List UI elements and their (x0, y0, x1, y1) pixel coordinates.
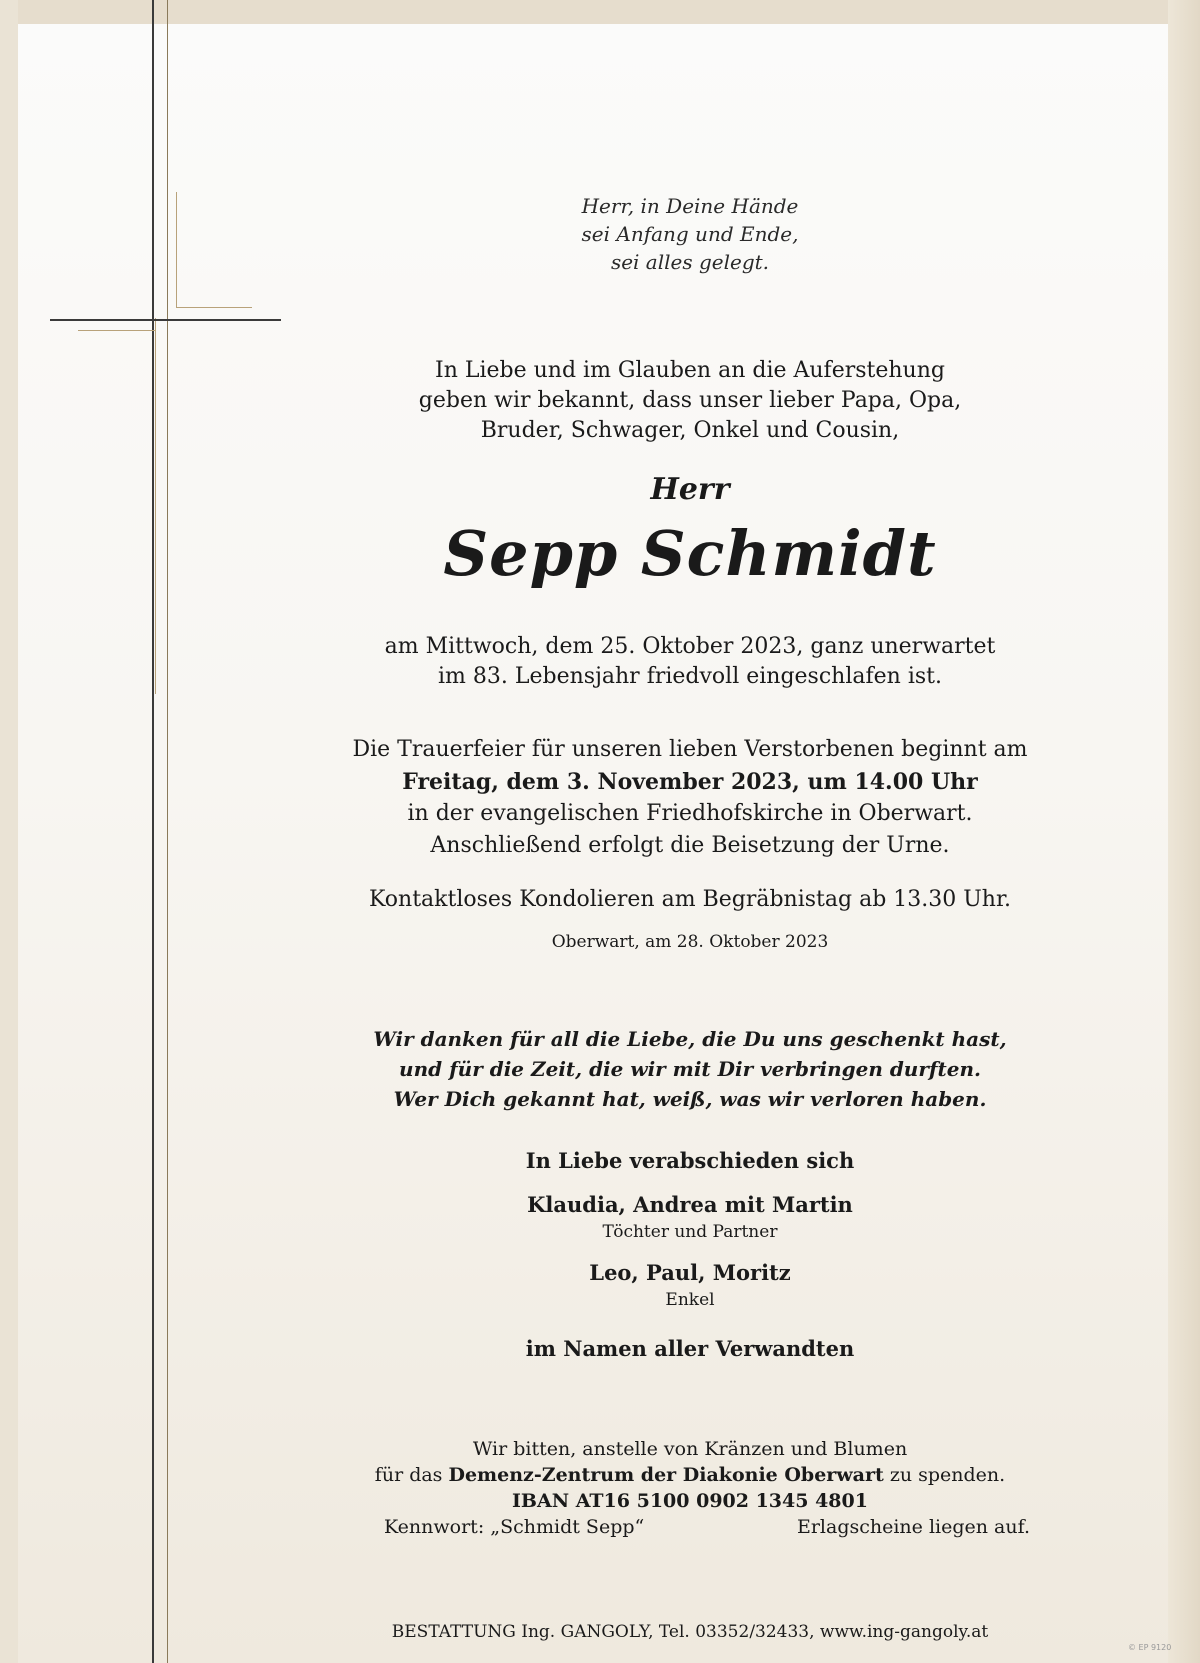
motto (330, 192, 1050, 276)
family-names: Klaudia, Andrea mit Martin (527, 1192, 853, 1217)
thanks-line: Wer Dich gekannt hat, weiß, was wir verloren haben. (393, 1087, 987, 1111)
ceremony-info (330, 734, 1050, 862)
kennwort: Kennwort: „Schmidt Sepp“ (384, 1516, 645, 1538)
announcement-intro (330, 356, 1050, 446)
footer: BESTATTUNG Ing. GANGOLY, Tel. 03352/32433, www.ing-gangoly.at (391, 1622, 989, 1642)
condolence-note: Kontaktloses Kondolieren am Begräbnistag ab 13.30 Uhr. (368, 887, 1012, 912)
family-names: Leo, Paul, Moritz (589, 1260, 791, 1285)
motto-line: Herr, in Deine Hände (581, 194, 799, 218)
iban: IBAN AT16 5100 0902 1345 4801 (512, 1490, 868, 1512)
family-heading: In Liebe verabschieden sich (525, 1148, 855, 1173)
death-line: am Mittwoch, dem 25. Oktober 2023, ganz unerwartet (384, 634, 996, 659)
print-code: © EP 9120 (1128, 1643, 1172, 1652)
family-role: Enkel (665, 1290, 715, 1310)
family-section (330, 1146, 1050, 1364)
family-closing: im Namen aller Verwandten (525, 1336, 855, 1361)
frame-left (0, 0, 18, 1663)
deceased-name: Sepp Schmidt (443, 517, 937, 590)
ceremony-line: in der evangelischen Friedhofskirche in Oberwart. (407, 801, 973, 826)
cross-accent-line (78, 330, 156, 331)
cross-accent-line (176, 307, 252, 308)
donation-line: für das Demenz-Zentrum der Diakonie Oberwart zu spenden. (374, 1464, 1006, 1486)
frame-top (0, 0, 1200, 24)
death-notice (330, 632, 1050, 692)
place-date: Oberwart, am 28. Oktober 2023 (551, 932, 829, 952)
donation-row (330, 1514, 1050, 1540)
death-line: im 83. Lebensjahr friedvoll eingeschlafen ist. (438, 664, 942, 689)
donation-request (330, 1436, 1050, 1540)
ceremony-line: Anschließend erfolgt die Beisetzung der Urne. (430, 833, 950, 858)
ceremony-line: Die Trauerfeier für unseren lieben Verstorbenen beginnt am (352, 737, 1028, 762)
cross-accent-line (176, 192, 177, 308)
donation-line: Wir bitten, anstelle von Kränzen und Blumen (472, 1438, 908, 1460)
thanks-line: und für die Zeit, die wir mit Dir verbringen durften. (399, 1057, 981, 1081)
family-role: Töchter und Partner (602, 1222, 778, 1242)
cross-vertical-line (152, 0, 154, 1663)
intro-line: In Liebe und im Glauben an die Auferstehung (435, 358, 945, 383)
cross-vertical-line-gold (167, 0, 168, 1663)
thanks-verse (330, 1024, 1050, 1114)
charity-name: Demenz-Zentrum der Diakonie Oberwart (448, 1464, 884, 1486)
cross-accent-line (155, 318, 156, 694)
thanks-line: Wir danken für all die Liebe, die Du uns geschenkt hast, (373, 1027, 1007, 1051)
honorific: Herr (650, 472, 730, 507)
motto-line: sei Anfang und Ende, (581, 222, 799, 246)
cross-horizontal-line (50, 319, 281, 321)
intro-line: Bruder, Schwager, Onkel und Cousin, (480, 418, 900, 443)
intro-line: geben wir bekannt, dass unser lieber Papa, Opa, (418, 388, 962, 413)
erlagscheine-note: Erlagscheine liegen auf. (796, 1516, 1030, 1538)
frame-right (1168, 0, 1200, 1663)
motto-line: sei alles gelegt. (610, 250, 770, 274)
ceremony-datetime: Freitag, dem 3. November 2023, um 14.00 Uhr (402, 769, 978, 795)
